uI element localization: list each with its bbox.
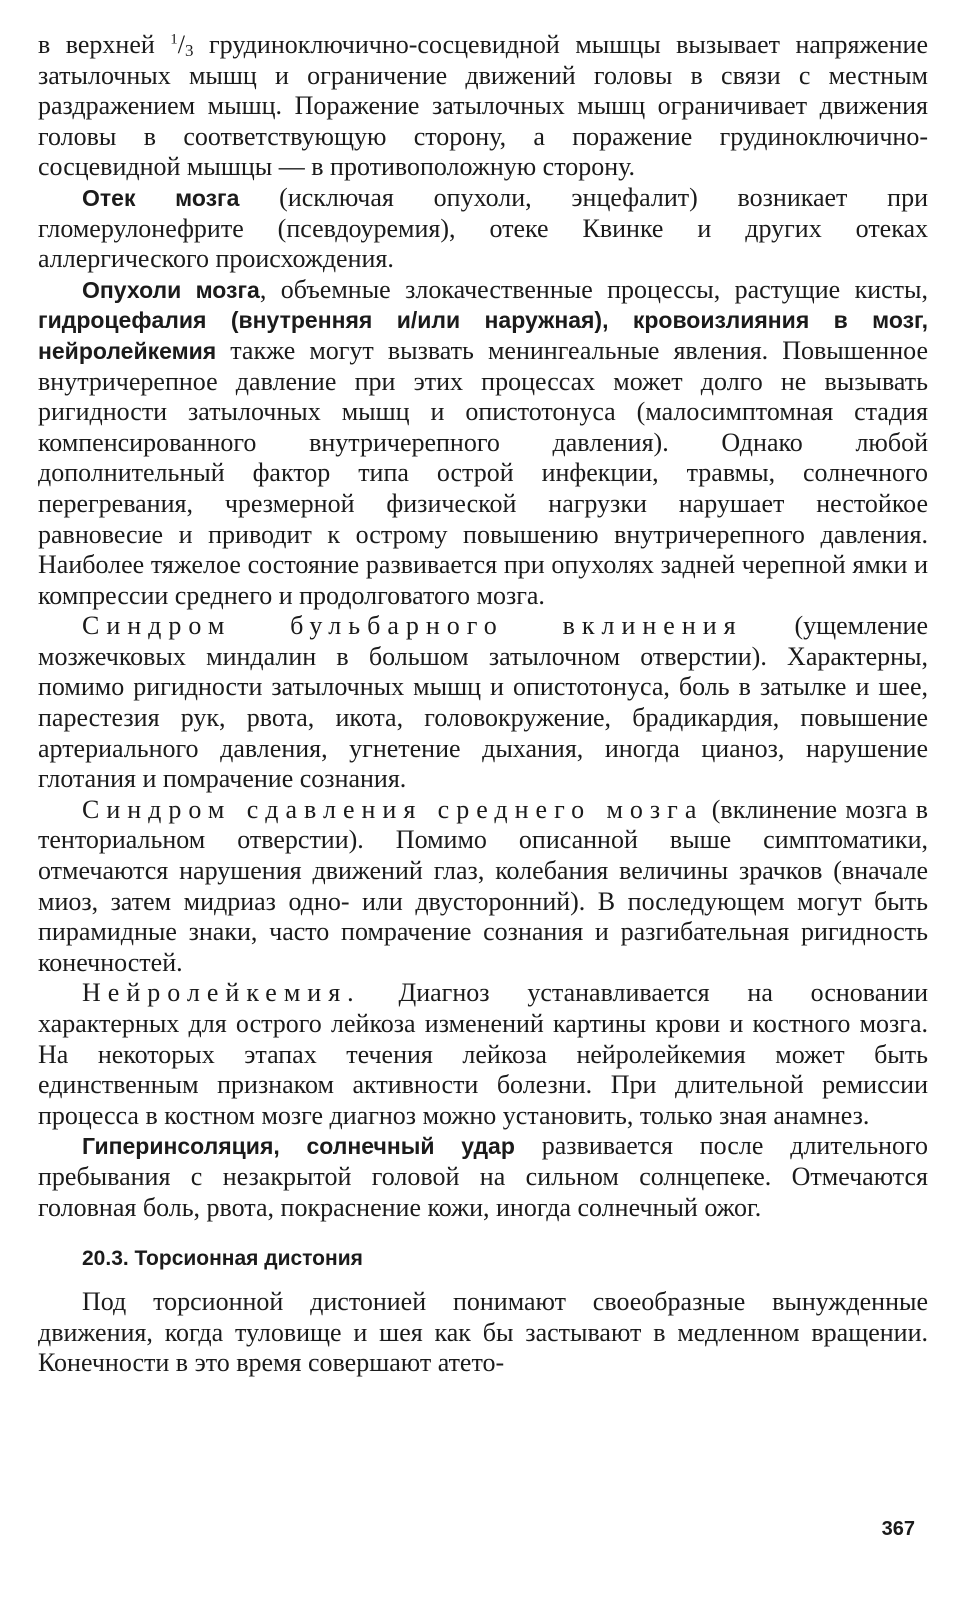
- paragraph-3: [38, 275, 928, 612]
- text: также могут вызвать менингеальные явления. Повышенное внутричерепное давление при этих процессах может долго не вызывать ригидности затылочных мышц и опистотонуса (малосимптомная стадия компенсированного внутричерепного давления). Однако любой дополнительный фактор типа острой инфекции, травмы, солнечного перегревания, чрезмерной физической нагрузки нарушает нестойкое равновесие и приводит к острому повышению внутричерепного давления. Наиболее тяжелое состояние развивается при опухолях задней черепной ямки и компрессии среднего и продолговатого мозга.: [38, 335, 928, 610]
- paragraph-7: [38, 1131, 928, 1223]
- text: в верхней: [38, 30, 171, 59]
- text: (ущемление мозжечковых миндалин в большом затылочном отверстии). Характерны, помимо ригидности затылочных мышц и опистотонуса, боль в затылке и шее, парестезия рук, рвота, икота, головокружение, брадикардия, повышение артериального давления, угнетение дыхания, иногда цианоз, нарушение глотания и помрачение сознания.: [38, 611, 928, 794]
- bold-term: Гиперинсоляция, солнечный удар: [82, 1133, 515, 1160]
- spaced-term: Синдром сдавления среднего мозга: [82, 794, 704, 824]
- bold-term: Опухоли мозга: [82, 276, 260, 303]
- paragraph-4: [38, 611, 928, 795]
- text: грудиноключично-сосцевидной мышцы вызывает напряжение затылочных мышц и ограничение движений головы в связи с местным раздражением мышц. Поражение затылочных мышц ограничивает движения головы в соответствующую сторону, а поражение грудиноключично-сосцевидной мышцы — в противоположную сторону.: [38, 30, 928, 182]
- bold-term: гидроцефалия (внутренняя и/или наружная), кровоизлияния в мозг, нейролейкемия: [38, 307, 928, 364]
- bold-term: Отек мозга: [82, 184, 240, 211]
- text: (вклинение мозга в тенториальном отверстии). Помимо описанной выше симптоматики, отмечаются нарушения движений глаз, колебания величины зрачков (вначале миоз, затем мидриаз одно- или двусторонний). В последующем могут быть пирамидные знаки, часто помрачение сознания и разгибательная ригидность конечностей.: [38, 794, 928, 977]
- text: (исключая опухоли, энцефалит) возникает при гломерулонефрите (псевдоуремия), отеке Квинке и других отеках аллергического происхождения.: [38, 182, 929, 274]
- section-heading: 20.3. Торсионная дистония: [82, 1247, 363, 1271]
- spaced-term: Нейролейкемия.: [82, 978, 361, 1008]
- paragraph-1: [38, 30, 928, 183]
- paragraph-6: [38, 978, 928, 1131]
- text: , объемные злокачественные процессы, растущие кисты,: [259, 274, 928, 304]
- page-body: [38, 30, 928, 1379]
- fraction-denominator: 3: [185, 41, 194, 60]
- paragraph-5: [38, 795, 928, 979]
- paragraph-8: Под торсионной дистонией понимают своеобразные вынужденные движения, когда туловище и шея как бы застывают в медленном вращении. Конечности в это время совершают атето-: [38, 1287, 928, 1378]
- paragraph-2: [38, 183, 928, 275]
- page-number: 367: [881, 1518, 915, 1540]
- fraction-numerator: 1: [170, 31, 178, 48]
- text: развивается после длительного пребывания с незакрытой головой на сильном солнцепеке. Отмечаются головная боль, рвота, покраснение кожи, иногда солнечный ожог.: [38, 1131, 928, 1222]
- text: Диагноз устанавливается на основании характерных для острого лейкоза изменений картины крови и костного мозга. На некоторых этапах течения лейкоза нейролейкемия может быть единственным признаком активности болезни. При длительной ремиссии процесса в костном мозге диагноз можно установить, только зная анамнез.: [38, 978, 928, 1130]
- fraction-slash: /: [177, 30, 186, 59]
- spaced-term: Синдром бульбарного вклинения: [82, 611, 743, 641]
